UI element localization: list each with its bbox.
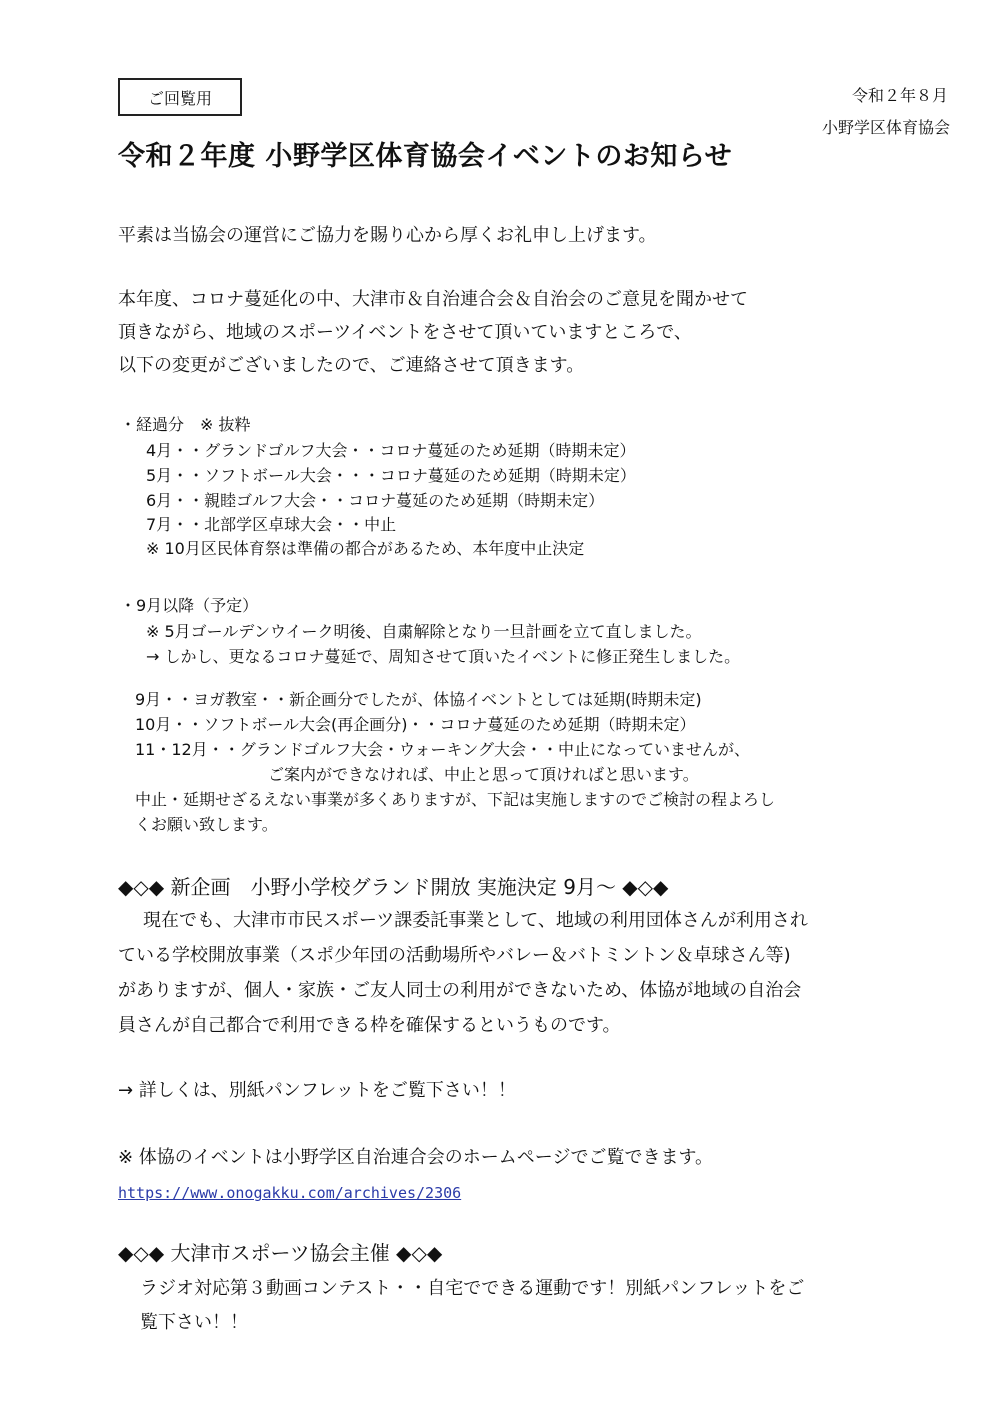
event-item: 10月・・ソフトボール大会(再企画分)・・コロナ蔓延のため延期（時期未定） bbox=[135, 715, 696, 734]
intro-line: 本年度、コロナ蔓延化の中、大津市＆自治連合会＆自治会のご意見を聞かせて bbox=[118, 289, 748, 310]
body-line: 現在でも、大津市市民スポーツ課委託事業として、地域の利用団体さんが利用され bbox=[143, 910, 808, 931]
event-item: 5月・・ソフトボール大会・・・コロナ蔓延のため延期（時期未定） bbox=[146, 466, 636, 485]
intro-line: 以下の変更がございましたので、ご連絡させて頂きます。 bbox=[118, 355, 585, 376]
event-note: ※ 10月区民体育祭は準備の都合があるため、本年度中止決定 bbox=[146, 539, 585, 558]
body-line: がありますが、個人・家族・ご友人同士の利用ができないため、体協が地域の自治会 bbox=[118, 980, 802, 1001]
body-line: 覧下さい！！ bbox=[140, 1312, 248, 1333]
section-heading: ・経過分 ※ 抜粋 bbox=[120, 415, 251, 434]
closing-line: 中止・延期せざるえない事業が多くありますが、下記は実施しますのでご検討の程よろし bbox=[135, 790, 776, 809]
body-line: ラジオ対応第３動画コンテスト・・自宅でできる運動です！別紙パンフレットをご bbox=[140, 1278, 805, 1299]
circulation-stamp: ご回覧用 bbox=[118, 78, 242, 116]
closing-line: くお願い致します。 bbox=[135, 815, 278, 834]
body-line: 員さんが自己都合で利用できる枠を確保するというものです。 bbox=[118, 1015, 621, 1036]
event-item: 7月・・北部学区卓球大会・・中止 bbox=[146, 515, 397, 534]
issuing-organization: 小野学区体育協会 bbox=[821, 118, 950, 137]
section-heading: ◆◇◆ 新企画 小野小学校グランド開放 実施決定 9月～ ◆◇◆ bbox=[118, 875, 669, 899]
event-item: 4月・・グランドゴルフ大会・・コロナ蔓延のため延期（時期未定） bbox=[146, 441, 636, 460]
event-note: → しかし、更なるコロナ蔓延で、周知させて頂いたイベントに修正発生しました。 bbox=[146, 647, 741, 666]
section-heading: ・9月以降（予定） bbox=[120, 596, 259, 615]
event-item: 11・12月・・グランドゴルフ大会・ウォーキング大会・・中止になっていませんが、 bbox=[135, 740, 750, 759]
event-item: 9月・・ヨガ教室・・新企画分でしたが、体協イベントとしては延期(時期未定) bbox=[135, 690, 702, 709]
event-item: 6月・・親睦ゴルフ大会・・コロナ蔓延のため延期（時期未定） bbox=[146, 491, 605, 510]
greeting: 平素は当協会の運営にご協力を賜り心から厚くお礼申し上げます。 bbox=[118, 225, 657, 246]
page-title: 令和２年度 小野学区体育協会イベントのお知らせ bbox=[118, 141, 733, 172]
body-line: ている学校開放事業（スポ少年団の活動場所やバレー＆バトミントン＆卓球さん等) bbox=[118, 945, 791, 966]
event-item-continuation: ご案内ができなければ、中止と思って頂ければと思います。 bbox=[268, 765, 699, 784]
homepage-link[interactable]: https://www.onogakku.com/archives/2306 bbox=[118, 1184, 462, 1202]
homepage-note: ※ 体協のイベントは小野学区自治連合会のホームページでご覧できます。 bbox=[118, 1147, 714, 1168]
section-heading: ◆◇◆ 大津市スポーツ協会主催 ◆◇◆ bbox=[118, 1241, 443, 1265]
document-date: 令和２年８月 bbox=[851, 86, 948, 105]
event-note: ※ 5月ゴールデンウイーク明後、自粛解除となり一旦計画を立て直しました。 bbox=[146, 622, 702, 641]
pamphlet-note: → 詳しくは、別紙パンフレットをご覧下さい！！ bbox=[118, 1080, 516, 1101]
intro-line: 頂きながら、地域のスポーツイベントをさせて頂いていますところで、 bbox=[118, 322, 692, 343]
